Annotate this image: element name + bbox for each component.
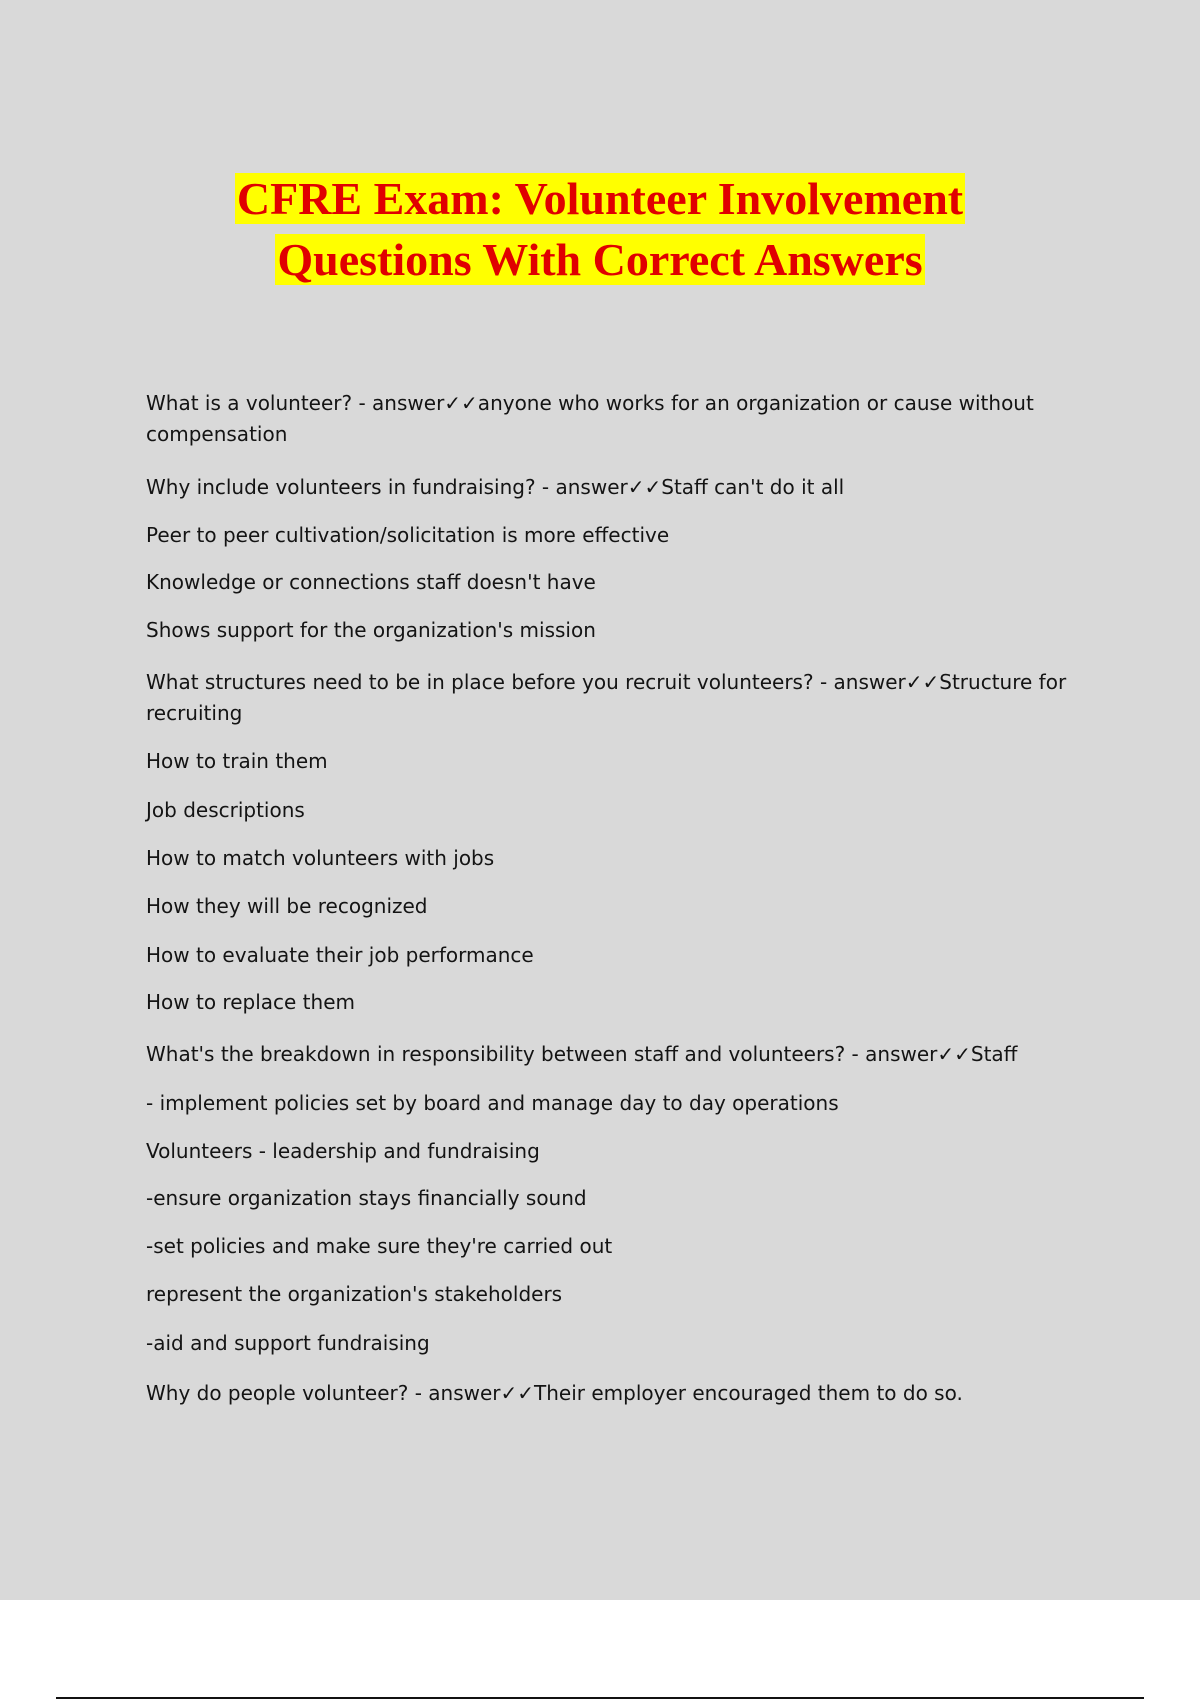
answer-line-recognized: How they will be recognized [146,894,428,918]
answer-line-job-descriptions: Job descriptions [146,798,305,822]
answer-line-set-policies: -set policies and make sure they're carried out [146,1234,613,1258]
answer-line-knowledge: Knowledge or connections staff doesn't have [146,570,596,594]
qa-structures: What structures need to be in place before you recruit volunteers? - answer✓✓Structure for recruiting [146,670,1067,725]
qa-responsibility-breakdown: What's the breakdown in responsibility between staff and volunteers? - answer✓✓Staff [146,1042,1018,1066]
answer-line-financially-sound: -ensure organization stays financially sound [146,1186,587,1210]
answer-line-volunteer-duties: Volunteers - leadership and fundraising [146,1139,540,1163]
answer-line-evaluate: How to evaluate their job performance [146,943,534,967]
qa-volunteer-definition: What is a volunteer? - answer✓✓anyone who works for an organization or cause without compensation [146,391,1034,446]
answer-line-support: Shows support for the organization's mission [146,618,596,642]
qa-why-volunteer: Why do people volunteer? - answer✓✓Their employer encouraged them to do so. [146,1381,963,1405]
answer-line-staff-duties: - implement policies set by board and manage day to day operations [146,1091,839,1115]
answer-line-match: How to match volunteers with jobs [146,846,495,870]
footer-divider [56,1697,1144,1699]
document-title [0,168,1200,290]
qa-why-include-volunteers: Why include volunteers in fundraising? - answer✓✓Staff can't do it all [146,475,845,499]
answer-line-peer-to-peer: Peer to peer cultivation/solicitation is more effective [146,523,670,547]
title-line-1: CFRE Exam: Volunteer Involvement [236,173,964,224]
answer-line-aid-fundraising: -aid and support fundraising [146,1331,430,1355]
answer-line-stakeholders: represent the organization's stakeholders [146,1282,563,1306]
title-line-2: Questions With Correct Answers [277,234,923,285]
answer-line-replace: How to replace them [146,990,355,1014]
answer-line-train: How to train them [146,749,328,773]
